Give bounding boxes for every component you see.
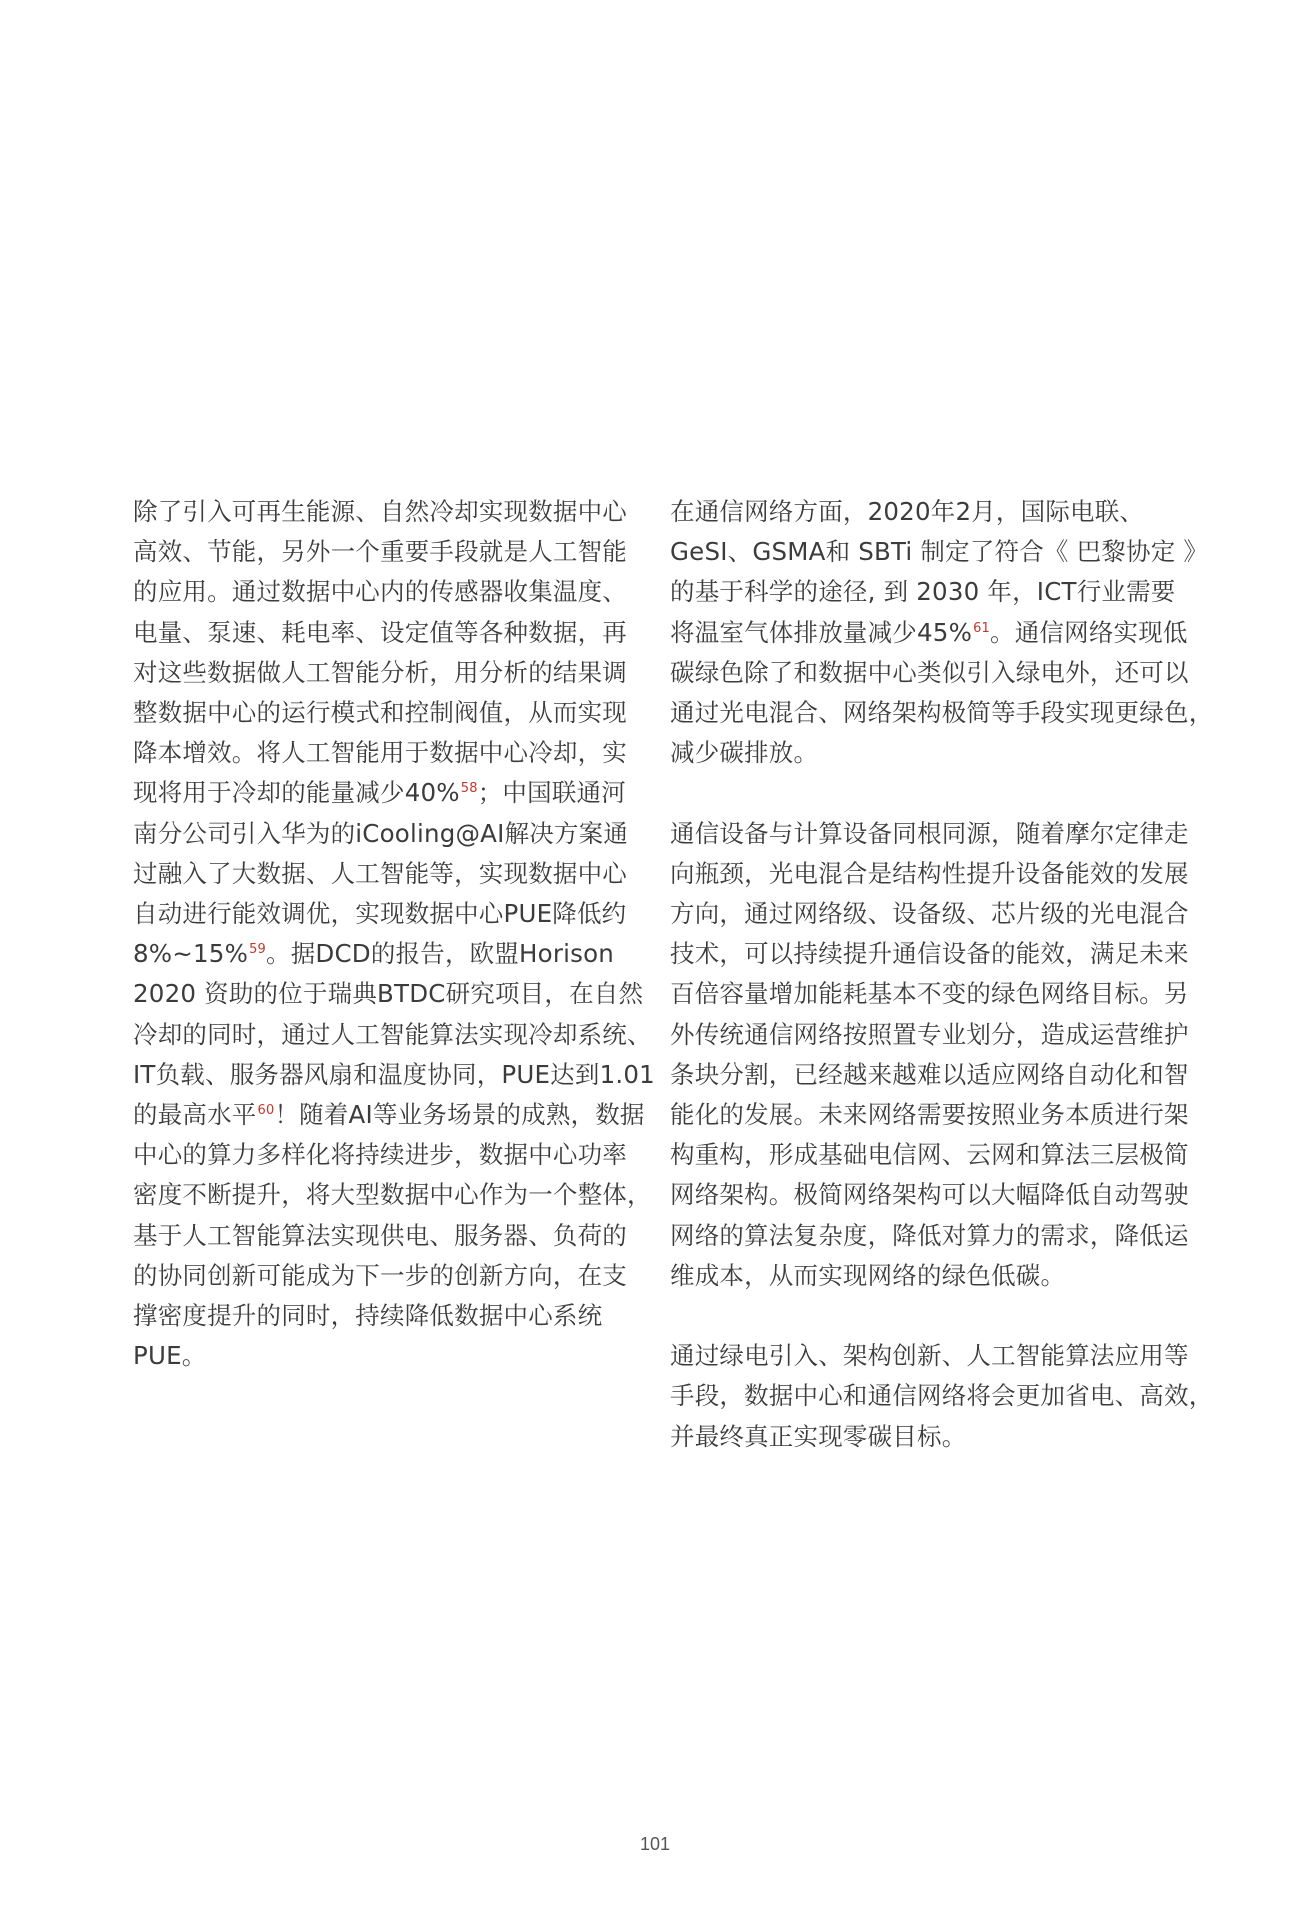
text-line: 技术，可以持续提升通信设备的能效，满足未来	[670, 939, 1189, 969]
footnote-ref-59[interactable]: 59	[249, 942, 267, 958]
text-line: 通过光电混合、网络架构极简等手段实现更绿色，	[670, 698, 1214, 728]
text-line: GeSI、GSMA和 SBTi 制定了符合《 巴黎协定 》	[670, 537, 1209, 567]
text-segment: ！随着AI等业务场景的成熟，数据	[274, 1100, 645, 1130]
text-line: 构重构，形成基础电信网、云网和算法三层极简	[670, 1140, 1189, 1170]
text-line: 网络架构。极简网络架构可以大幅降低自动驾驶	[670, 1180, 1189, 1210]
text-line: 百倍容量增加能耗基本不变的绿色网络目标。另	[670, 979, 1189, 1009]
text-line: 碳绿色除了和数据中心类似引入绿电外，还可以	[670, 657, 1189, 687]
text-line: 高效、节能，另外一个重要手段就是人工智能	[133, 537, 627, 567]
text-line: 整数据中心的运行模式和控制阀值，从而实现	[133, 698, 627, 728]
text-line: 2020 资助的位于瑞典BTDC研究项目，在自然	[133, 979, 644, 1009]
text-line	[133, 773, 633, 813]
text-line	[670, 613, 1188, 653]
text-line: 向瓶颈，光电混合是结构性提升设备能效的发展	[670, 858, 1189, 888]
text-line: 除了引入可再生能源、自然冷却实现数据中心	[133, 497, 627, 526]
text-line: 过融入了大数据、人工智能等，实现数据中心	[133, 858, 627, 888]
text-line: 自动进行能效调优，实现数据中心PUE降低约	[133, 899, 627, 929]
text-line: 手段，数据中心和通信网络将会更加省电、高效，	[670, 1381, 1214, 1411]
text-line: IT负载、服务器风扇和温度协同，PUE达到1.01	[133, 1059, 655, 1089]
text-line: 对这些数据做人工智能分析，用分析的结果调	[133, 657, 627, 687]
right-paragraph-1	[670, 492, 1214, 773]
text-line	[133, 934, 633, 974]
text-line: 的应用。通过数据中心内的传感器收集温度、	[133, 577, 627, 607]
text-segment: 将温室气体排放量减少45%	[670, 617, 973, 647]
text-line: 方向，通过网络级、设备级、芯片级的光电混合	[670, 899, 1189, 929]
text-line: 基于人工智能算法实现供电、服务器、负荷的	[133, 1220, 627, 1250]
text-line: 减少碳排放。	[670, 738, 819, 768]
footnote-ref-60[interactable]: 60	[257, 1103, 275, 1119]
text-line: 通信设备与计算设备同根同源，随着摩尔定律走	[670, 818, 1189, 848]
text-line: 的基于科学的途径, 到 2030 年，ICT行业需要	[670, 577, 1176, 607]
text-segment: 8%~15%	[133, 939, 249, 969]
text-line: 通过绿电引入、架构创新、人工智能算法应用等	[670, 1341, 1189, 1371]
right-paragraph-2	[670, 814, 1189, 1296]
text-segment: ；中国联通河	[477, 778, 626, 808]
text-line: PUE。	[133, 1341, 207, 1371]
text-line: 并最终真正实现零碳目标。	[670, 1421, 967, 1451]
text-line: 维成本，从而实现网络的绿色低碳。	[670, 1260, 1066, 1290]
text-line: 南分公司引入华为的iCooling@AI解决方案通	[133, 818, 629, 848]
footnote-ref-58[interactable]: 58	[460, 781, 478, 797]
text-segment: 。通信网络实现低	[990, 617, 1188, 647]
footnote-ref-61[interactable]: 61	[973, 620, 991, 636]
text-line: 撑密度提升的同时，持续降低数据中心系统	[133, 1301, 603, 1331]
text-line	[133, 1095, 645, 1135]
text-line: 密度不断提升，将大型数据中心作为一个整体，	[133, 1180, 652, 1210]
text-line: 网络的算法复杂度，降低对算力的需求，降低运	[670, 1220, 1189, 1250]
text-line: 电量、泵速、耗电率、设定值等各种数据，再	[133, 617, 627, 647]
text-line: 的协同创新可能成为下一步的创新方向，在支	[133, 1260, 627, 1290]
text-segment: 。据DCD的报告，欧盟Horison	[266, 939, 615, 969]
text-line: 能化的发展。未来网络需要按照业务本质进行架	[670, 1100, 1189, 1130]
text-line: 中心的算力多样化将持续进步，数据中心功率	[133, 1140, 627, 1170]
text-line: 降本增效。将人工智能用于数据中心冷却，实	[133, 738, 627, 768]
text-line: 在通信网络方面，2020年2月，国际电联、	[670, 497, 1145, 526]
left-column	[133, 492, 655, 1417]
text-line: 外传统通信网络按照置专业划分，造成运营维护	[670, 1019, 1189, 1049]
page-number: 101	[639, 1834, 671, 1854]
text-line: 条块分割，已经越来越难以适应网络自动化和智	[670, 1059, 1189, 1089]
text-line: 冷却的同时，通过人工智能算法实现冷却系统、	[133, 1019, 652, 1049]
text-segment: 现将用于冷却的能量减少40%	[133, 778, 460, 808]
right-paragraph-3	[670, 1336, 1214, 1457]
left-paragraph	[133, 492, 655, 1376]
right-column	[670, 492, 1214, 1497]
text-segment: 的最高水平	[133, 1100, 257, 1130]
